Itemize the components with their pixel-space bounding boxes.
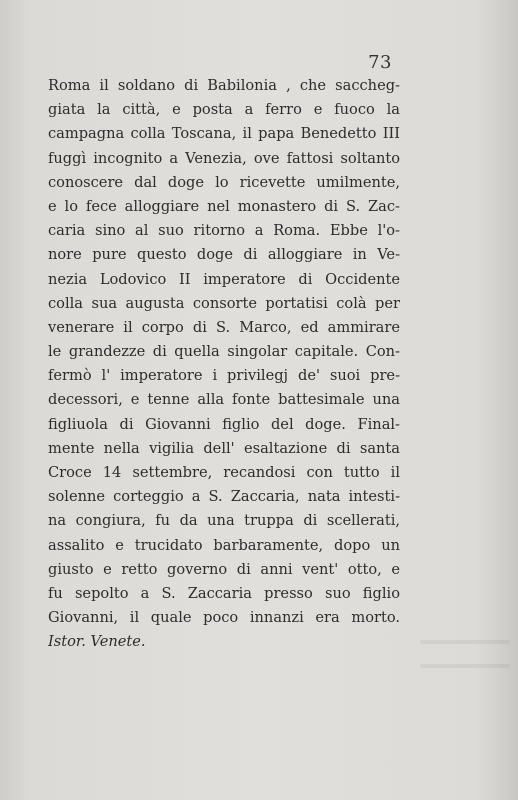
source-citation: Istor. Venete. [48,633,146,651]
text-line: nezia Lodovico II imperatore di Occidente [48,270,400,288]
text-line: na congiura, fu da una truppa di scellerati, [48,512,400,530]
text-line: decessori, e tenne alla fonte battesimale una [48,391,400,409]
text-line: fermò l' imperatore i privilegj de' suoi pre- [48,367,400,385]
text-line: le grandezze di quella singolar capitale. Con- [48,343,400,361]
text-line: Roma il soldano di Babilonia , che saccheg- [48,77,400,94]
text-line: fuggì incognito a Venezia, ove fattosi soltanto [48,149,400,167]
text-line: nore pure questo doge di alloggiare in Ve- [48,246,400,264]
text-line: fu sepolto a S. Zaccaria presso suo figlio [48,584,400,602]
text-line: mente nella vigilia dell' esaltazione di santa [48,439,400,457]
text-line: giata la città, e posta a ferro e fuoco la [48,101,400,119]
bleed-through-mark [420,640,510,644]
body-text [48,74,400,655]
text-line: conoscere dal doge lo ricevette umilmente, [48,173,400,191]
text-line: solenne corteggio a S. Zaccaria, nata intesti- [48,488,400,506]
text-line: Giovanni, il quale poco innanzi era morto. [48,609,400,627]
page-number: 73 [368,52,392,73]
text-line: giusto e retto governo di anni vent' otto, e [48,560,400,578]
text-line: assalito e trucidato barbaramente, dopo un [48,536,400,554]
text-line: e lo fece alloggiare nel monastero di S. Zac- [48,197,400,215]
text-line: venerare il corpo di S. Marco, ed ammirare [48,318,400,336]
text-line: campagna colla Toscana, il papa Benedetto III [48,125,400,143]
text-line: caria sino al suo ritorno a Roma. Ebbe l'o- [48,222,400,240]
text-line: figliuola di Giovanni figlio del doge. Final- [48,415,400,433]
bleed-through-mark [420,664,510,668]
text-line: Croce 14 settembre, recandosi con tutto il [48,464,400,481]
text-line: colla sua augusta consorte portatisi colà per [48,294,400,312]
